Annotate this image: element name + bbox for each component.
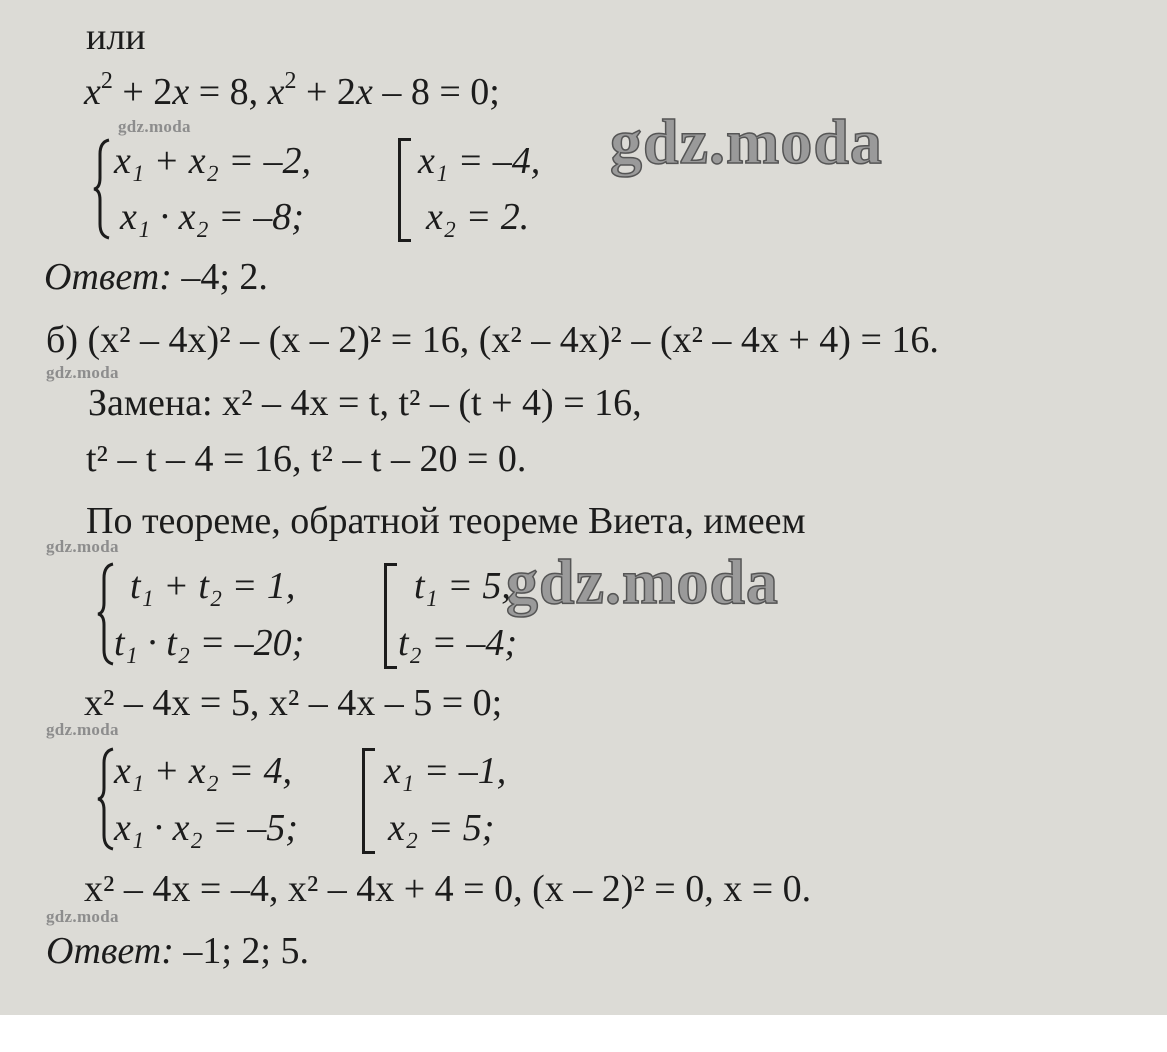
answer-line: Ответ: –4; 2. bbox=[44, 256, 268, 298]
watermark-small: gdz.moda bbox=[46, 907, 119, 926]
system-equation: t₁ + t₂ = 1, bbox=[130, 565, 296, 607]
equation-line: б) (x² – 4x)² – (x – 2)² = 16, (x² – 4x)² – (x² – 4x + 4) = 16. bbox=[46, 319, 939, 361]
set-equation: t₂ = –4; bbox=[398, 622, 518, 664]
watermark-small: gdz.moda bbox=[46, 363, 119, 382]
bottom-margin bbox=[0, 1015, 1167, 1052]
system-equation: x₁ + x₂ = –2, bbox=[114, 140, 311, 182]
text-line: По теореме, обратной теореме Виета, имеем bbox=[86, 500, 806, 542]
watermark-large: gdz.moda bbox=[506, 546, 779, 617]
equation-line: x² – 4x = 5, x² – 4x – 5 = 0; bbox=[84, 682, 503, 724]
set-bracket bbox=[398, 138, 411, 242]
system-equation: t₁ · t₂ = –20; bbox=[114, 622, 305, 664]
equation-line: t² – t – 4 = 16, t² – t – 20 = 0. bbox=[86, 438, 527, 480]
system-equation: x₁ + x₂ = 4, bbox=[114, 750, 292, 792]
set-equation: x₂ = 2. bbox=[426, 196, 530, 238]
set-bracket bbox=[362, 748, 375, 854]
equation-line: Замена: x² – 4x = t, t² – (t + 4) = 16, bbox=[88, 382, 642, 424]
system-equation: x₁ · x₂ = –5; bbox=[114, 807, 298, 849]
set-equation: x₁ = –1, bbox=[384, 750, 507, 792]
set-equation: x₁ = –4, bbox=[418, 140, 541, 182]
text-line: или bbox=[86, 16, 146, 58]
equation-line: $x^2 + 2x = 8$, $x^2 + 2x - 8 = 0$; bbox=[84, 68, 500, 113]
watermark-small: gdz.moda bbox=[118, 117, 191, 136]
watermark-small: gdz.moda bbox=[46, 720, 119, 739]
equation-line: x² – 4x = –4, x² – 4x + 4 = 0, (x – 2)² = 0, x = 0. bbox=[84, 868, 812, 910]
watermark-large: gdz.moda bbox=[610, 106, 883, 177]
system-brace bbox=[92, 138, 112, 240]
set-equation: t₁ = 5, bbox=[414, 565, 511, 607]
system-brace bbox=[96, 747, 116, 851]
watermark-small: gdz.moda bbox=[46, 537, 119, 556]
set-equation: x₂ = 5; bbox=[388, 807, 495, 849]
system-equation: x₁ · x₂ = –8; bbox=[120, 196, 304, 238]
answer-line: Ответ: –1; 2; 5. bbox=[46, 930, 309, 972]
system-brace bbox=[96, 562, 116, 666]
set-bracket bbox=[384, 563, 397, 669]
